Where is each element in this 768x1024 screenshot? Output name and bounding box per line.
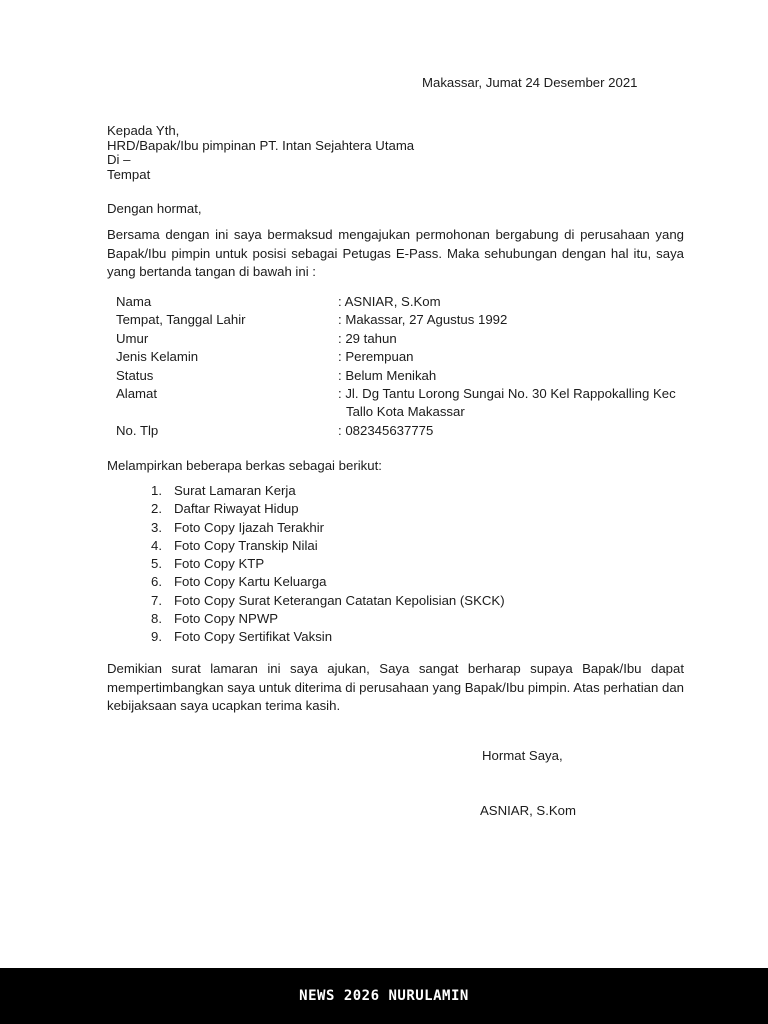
list-text: Foto Copy NPWP <box>174 611 279 627</box>
list-item <box>151 573 505 591</box>
biodata-value: : ASNIAR, S.Kom <box>338 294 441 309</box>
biodata-label: Jenis Kelamin <box>116 349 199 365</box>
signature-greeting: Hormat Saya, <box>482 748 563 763</box>
list-number: 5. <box>151 556 162 572</box>
biodata-value: : Makassar, 27 Agustus 1992 <box>338 312 508 328</box>
recipient-line: Kepada Yth, <box>107 123 180 138</box>
list-number: 7. <box>151 592 162 608</box>
list-item <box>151 555 505 573</box>
biodata-value: : Belum Menikah <box>338 367 437 383</box>
list-number: 1. <box>151 483 162 498</box>
list-item <box>151 610 505 628</box>
list-item <box>151 628 505 646</box>
biodata-value: : Perempuan <box>338 349 414 365</box>
recipient-line: Tempat <box>107 166 151 182</box>
biodata-label: Status <box>116 367 154 383</box>
place-date: Makassar, Jumat 24 Desember 2021 <box>422 75 638 90</box>
list-text: Foto Copy KTP <box>174 556 265 572</box>
list-text: Foto Copy Kartu Keluarga <box>174 574 327 590</box>
list-item <box>151 537 505 555</box>
biodata-label: Alamat <box>116 386 158 402</box>
intro-paragraph: Bersama dengan ini saya bermaksud mengajukan permohonan bergabung di perusahaan yang Bapak/Ibu pimpin untuk posisi sebagai Petugas E-Pass. Maka sehubungan dengan hal itu, saya yang bertanda tangan di bawah ini : <box>107 227 684 279</box>
list-text: Foto Copy Sertifikat Vaksin <box>174 629 333 645</box>
attachments-intro: Melampirkan beberapa berkas sebagai berikut: <box>107 458 382 473</box>
list-text: Foto Copy Ijazah Terakhir <box>174 519 325 535</box>
list-number: 3. <box>151 519 162 535</box>
signature-name: ASNIAR, S.Kom <box>480 803 577 818</box>
footer-watermark-bar <box>0 968 768 1024</box>
biodata-label: Umur <box>116 330 149 346</box>
biodata-row <box>116 367 686 385</box>
biodata-label: No. Tlp <box>116 422 159 438</box>
recipient-block <box>107 124 414 182</box>
biodata-row <box>116 330 686 348</box>
list-item <box>151 519 505 537</box>
recipient-line: HRD/Bapak/Ibu pimpinan PT. Intan Sejahtera Utama <box>107 137 415 153</box>
list-item <box>151 592 505 610</box>
biodata-row <box>116 348 686 366</box>
list-number: 4. <box>151 537 162 553</box>
closing-paragraph: Demikian surat lamaran ini saya ajukan, Saya sangat berharap supaya Bapak/Ibu dapat mempertimbangkan saya untuk diterima di perusahaan yang Bapak/Ibu pimpin. Atas perhatian dan kebijaksaan saya ucapkan terima kasih. <box>107 661 684 713</box>
list-number: 2. <box>151 501 162 517</box>
list-text: Foto Copy Transkip Nilai <box>174 537 318 553</box>
biodata-label: Nama <box>116 294 152 309</box>
recipient-line: Di – <box>107 152 131 167</box>
biodata-value: : 29 tahun <box>338 330 397 346</box>
biodata-row <box>116 385 686 422</box>
greeting: Dengan hormat, <box>107 201 202 216</box>
list-number: 9. <box>151 629 162 645</box>
footer-text: NEWS 2026 NURULAMIN <box>299 988 469 1004</box>
biodata-row <box>116 311 686 329</box>
biodata-label: Tempat, Tanggal Lahir <box>116 312 246 328</box>
biodata-row <box>116 293 686 311</box>
list-item <box>151 482 505 500</box>
list-number: 8. <box>151 611 162 627</box>
list-number: 6. <box>151 574 162 590</box>
list-item <box>151 500 505 518</box>
list-text: Foto Copy Surat Keterangan Catatan Kepolisian (SKCK) <box>174 592 505 608</box>
biodata-row <box>116 422 686 440</box>
biodata-value: : Jl. Dg Tantu Lorong Sungai No. 30 Kel Rappokalling Kec Tallo Kota Makassar <box>338 386 676 420</box>
list-text: Daftar Riwayat Hidup <box>174 501 299 517</box>
attachments-list <box>151 482 505 647</box>
list-text: Surat Lamaran Kerja <box>174 483 296 498</box>
biodata-value: : 082345637775 <box>338 422 434 438</box>
biodata-table <box>116 293 686 440</box>
